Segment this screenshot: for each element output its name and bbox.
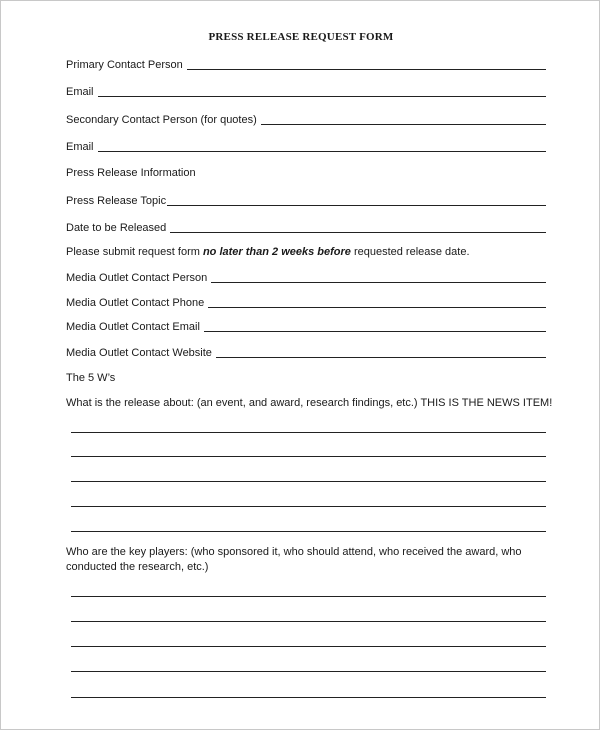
question-who-line-2: conducted the research, etc.) [66, 561, 209, 573]
email-field-2[interactable] [98, 141, 546, 152]
five-ws-heading: The 5 W’s [66, 372, 116, 384]
media-phone-field[interactable] [208, 297, 546, 308]
release-date-row[interactable] [66, 222, 546, 235]
email-row-1[interactable] [66, 86, 546, 99]
media-person-field[interactable] [211, 272, 546, 283]
email-label-2: Email [66, 141, 94, 153]
media-person-row[interactable] [66, 272, 546, 285]
press-topic-label: Press Release Topic [66, 195, 167, 207]
email-row-2[interactable] [66, 141, 546, 154]
media-website-row[interactable] [66, 347, 546, 360]
who-answer-line-4[interactable] [71, 671, 546, 672]
who-answer-line-1[interactable] [71, 596, 546, 597]
primary-contact-row[interactable] [66, 59, 546, 72]
press-topic-field[interactable] [167, 195, 546, 206]
press-info-heading: Press Release Information [66, 167, 196, 179]
primary-contact-field[interactable] [187, 59, 546, 70]
who-answer-line-5[interactable] [71, 697, 546, 698]
what-answer-line-4[interactable] [71, 506, 546, 507]
media-website-label: Media Outlet Contact Website [66, 347, 212, 359]
secondary-contact-row[interactable] [66, 114, 546, 127]
release-date-field[interactable] [170, 222, 546, 233]
submit-note-emphasis: no later than 2 weeks before [202, 246, 351, 258]
who-answer-line-2[interactable] [71, 621, 546, 622]
media-phone-label: Media Outlet Contact Phone [66, 297, 205, 309]
release-date-label: Date to be Released [66, 222, 167, 234]
media-phone-row[interactable] [66, 297, 546, 310]
what-answer-line-5[interactable] [71, 531, 546, 532]
primary-contact-label: Primary Contact Person [66, 59, 183, 71]
secondary-contact-label: Secondary Contact Person (for quotes) [66, 114, 257, 126]
media-person-label: Media Outlet Contact Person [66, 272, 208, 284]
what-answer-line-1[interactable] [71, 432, 546, 433]
form-title: PRESS RELEASE REQUEST FORM [208, 31, 394, 43]
question-what: What is the release about: (an event, and award, research findings, etc.) THIS IS THE NEWS ITEM! [66, 397, 553, 409]
media-website-field[interactable] [216, 347, 546, 358]
media-email-field[interactable] [204, 321, 546, 332]
submit-note-after: requested release date. [350, 246, 470, 258]
question-who-line-1: Who are the key players: (who sponsored it, who should attend, who received the award, who [66, 546, 522, 558]
submit-note [66, 245, 546, 260]
what-answer-line-3[interactable] [71, 481, 546, 482]
email-label-1: Email [66, 86, 94, 98]
question-who [66, 545, 559, 575]
who-answer-line-3[interactable] [71, 646, 546, 647]
secondary-contact-field[interactable] [261, 114, 546, 125]
email-field-1[interactable] [98, 86, 546, 97]
media-email-label: Media Outlet Contact Email [66, 321, 200, 333]
submit-note-before: Please submit request form [66, 246, 203, 258]
what-answer-line-2[interactable] [71, 456, 546, 457]
press-topic-row[interactable] [66, 195, 546, 208]
media-email-row[interactable] [66, 321, 546, 334]
